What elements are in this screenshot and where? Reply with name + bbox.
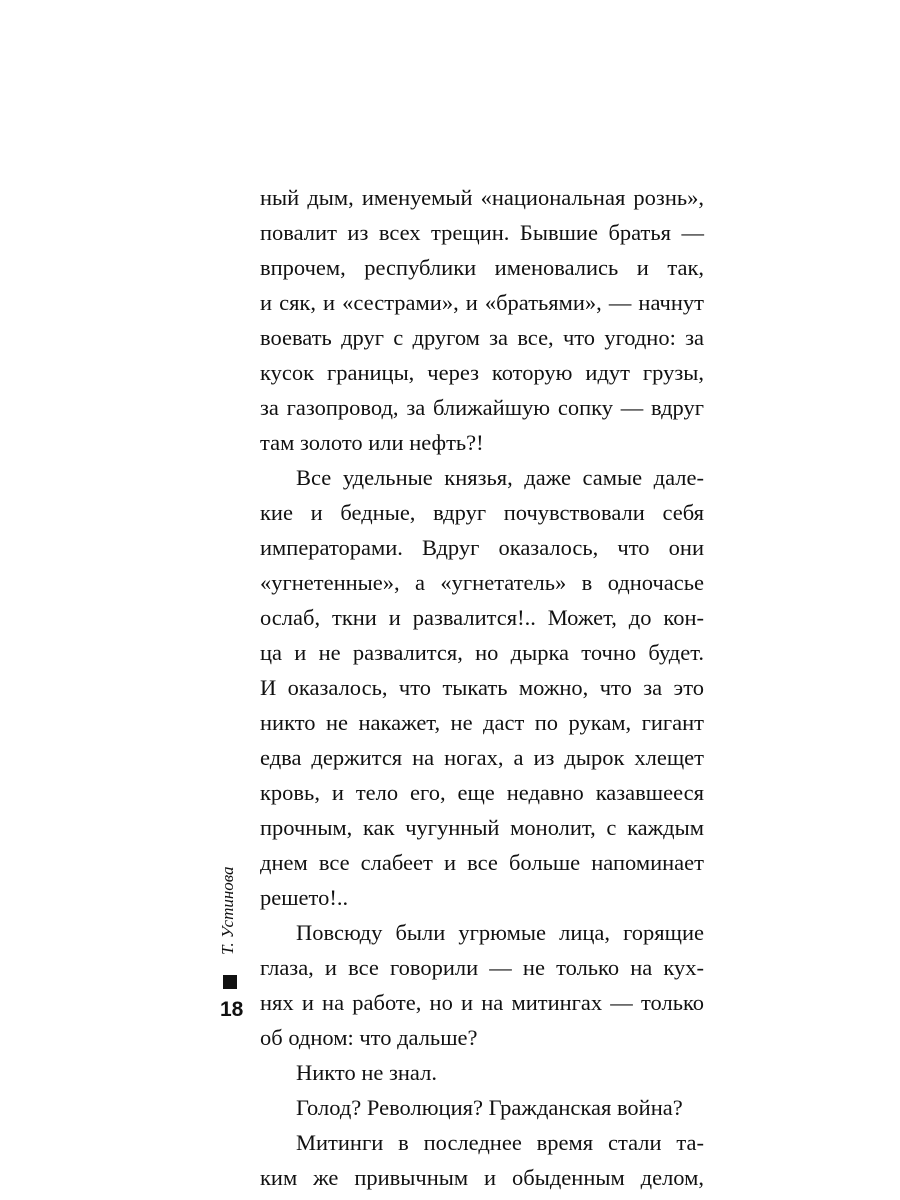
text-line: И оказалось, что тыкать можно, что за это bbox=[260, 675, 704, 700]
text-line: воевать друг с другом за все, что угодно: за bbox=[260, 325, 704, 350]
text-line: «угнетенные», а «угнетатель» в одночасье bbox=[260, 570, 704, 595]
text-line: нях и на работе, но и на митингах — только bbox=[260, 990, 704, 1015]
text-line: решето!.. bbox=[260, 885, 349, 910]
text-line: Все удельные князья, даже самые дале- bbox=[296, 465, 704, 490]
text-line: ослаб, ткни и развалится!.. Может, до кон- bbox=[260, 605, 704, 630]
text-line: повалит из всех трещин. Бывшие братья — bbox=[260, 220, 704, 245]
text-line: Голод? Революция? Гражданская война? bbox=[296, 1095, 683, 1120]
text-line: впрочем, республики именовались и так, bbox=[260, 255, 704, 280]
text-line: за газопровод, за ближайшую сопку — вдруг bbox=[260, 395, 704, 420]
text-line: и сяк, и «сестрами», и «братьями», — начнут bbox=[260, 290, 704, 315]
text-line: ким же привычным и обыденным делом, bbox=[260, 1165, 704, 1190]
text-line: кие и бедные, вдруг почувствовали себя bbox=[260, 500, 704, 525]
text-line: там золото или нефть?! bbox=[260, 430, 484, 455]
text-line: никто не накажет, не даст по рукам, гигант bbox=[260, 710, 704, 735]
page-marker-square bbox=[223, 975, 237, 989]
text-line: об одном: что дальше? bbox=[260, 1025, 478, 1050]
running-head-author: Т. Устинова bbox=[218, 866, 237, 955]
text-line: прочным, как чугунный монолит, с каждым bbox=[260, 815, 704, 840]
text-line: Митинги в последнее время стали та- bbox=[296, 1130, 704, 1155]
text-line: глаза, и все говорили — не только на кух- bbox=[260, 955, 704, 980]
text-line: кровь, и тело его, еще недавно казавшееся bbox=[260, 780, 704, 805]
text-line: кусок границы, через которую идут грузы, bbox=[260, 360, 704, 385]
text-line: Никто не знал. bbox=[296, 1060, 437, 1085]
text-line: Повсюду были угрюмые лица, горящие bbox=[296, 920, 704, 945]
text-line: едва держится на ногах, а из дырок хлещет bbox=[260, 745, 704, 770]
page-number: 18 bbox=[220, 998, 244, 1021]
body-text bbox=[260, 180, 704, 1195]
text-line: императорами. Вдруг оказалось, что они bbox=[260, 535, 704, 560]
text-line: днем все слабеет и все больше напоминает bbox=[260, 850, 704, 875]
text-line: ный дым, именуемый «национальная рознь», bbox=[260, 185, 704, 210]
text-line: ца и не развалится, но дырка точно будет. bbox=[260, 640, 704, 665]
